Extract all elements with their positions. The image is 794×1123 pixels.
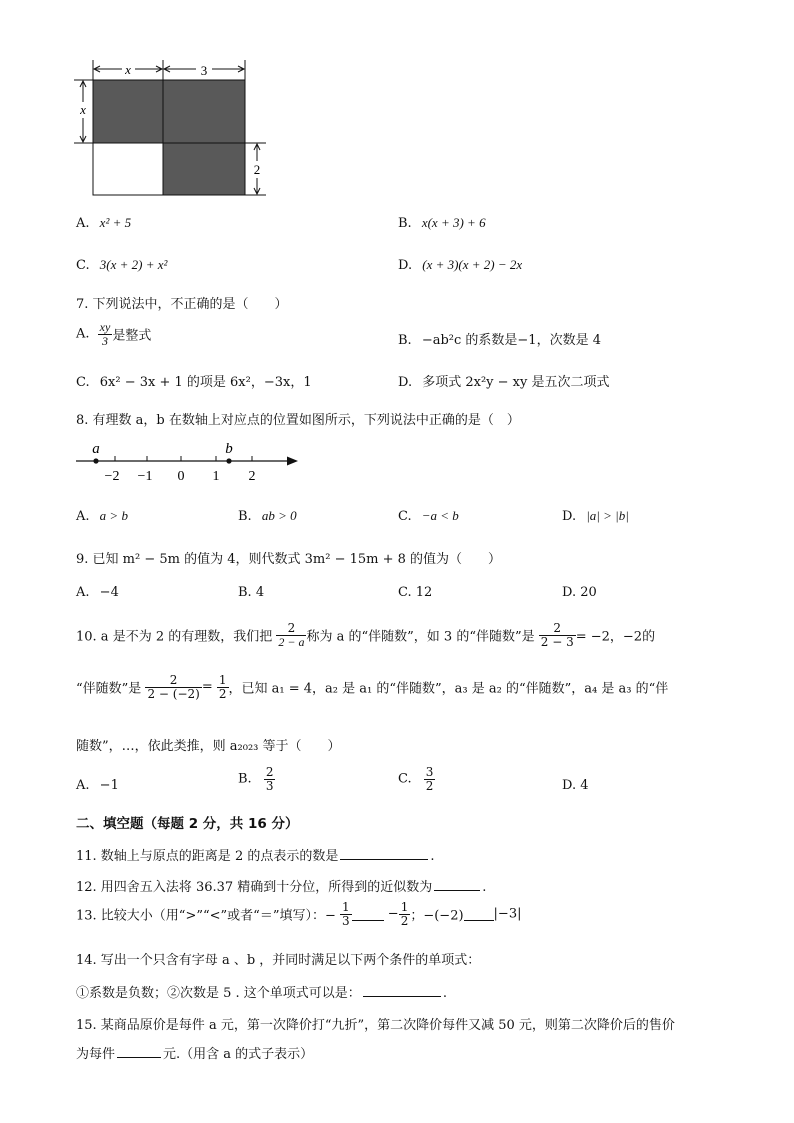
q8-option-b[interactable] — [238, 508, 297, 524]
q14-line-2: ①系数是负数；②次数是 5 . 这个单项式可以是： . — [76, 986, 447, 1001]
dim-3: 3 — [200, 63, 208, 78]
answer-blank[interactable] — [117, 1045, 161, 1058]
point-b — [226, 458, 231, 463]
q10-option-b[interactable] — [238, 766, 275, 792]
option-letter: B. — [398, 333, 412, 348]
fraction-2-over-2-minus-neg2: $\frac{2}{2 - (-2)}$ — [147, 673, 200, 701]
label-a: a — [92, 441, 100, 457]
answer-blank[interactable] — [363, 984, 441, 997]
shaded-left-square — [93, 80, 163, 143]
q6-option-b[interactable] — [398, 215, 486, 231]
q10-line-3: 随数”，…，依此类推，则 a₂₀₂₃ 等于（ ） — [76, 739, 341, 754]
fraction-1-over-2: $\frac{1}{2}$ — [400, 900, 409, 928]
option-text: 3(x + 2) + x² — [99, 257, 168, 272]
tick-label: 0 — [177, 469, 185, 484]
tick-label: −2 — [104, 469, 120, 484]
q8-stem: 8. 有理数 a，b 在数轴上对应点的位置如图所示，下列说法中正确的是（ ） — [76, 413, 520, 428]
q7-option-a[interactable] — [76, 321, 151, 347]
q6-option-d[interactable] — [398, 257, 522, 273]
option-letter: A. — [76, 585, 90, 600]
option-text: |a| > |b| — [586, 508, 629, 523]
option-text: ab > 0 — [261, 508, 297, 523]
tick-label: 2 — [248, 469, 256, 484]
option-text: a > b — [99, 508, 128, 523]
number-line — [72, 436, 307, 486]
q9-option-b[interactable]: B. 4 — [238, 585, 265, 600]
fraction-1-over-3: $\frac{1}{3}$ — [342, 900, 350, 928]
q15-line-1: 15. 某商品原价是每件 a 元，第一次降价打“九折”，第二次降价每件又减 50 元，则第二次降价后的售价 — [76, 1018, 675, 1033]
q13: 13. 比较大小（用“>”“<”或者“＝”填写）：− $\frac{1}{3}$ − $\frac{1}{2}$ ；−(−2) |−3| — [76, 900, 522, 928]
q11: 11. 数轴上与原点的距离是 2 的点表示的数是 . — [76, 849, 435, 864]
area-figure — [70, 56, 280, 201]
section-title: 二、填空题（每题 2 分，共 16 分） — [76, 816, 299, 832]
option-letter: A. — [76, 326, 90, 342]
tick-label: 1 — [212, 469, 220, 484]
fraction-1-over-2: $\frac{1}{2}$ — [218, 673, 227, 701]
option-text: 多项式 2x²y − xy 是五次二项式 — [422, 375, 610, 390]
option-letter: A. — [76, 509, 90, 524]
option-letter: A. — [76, 216, 90, 231]
answer-blank[interactable] — [340, 847, 428, 860]
q7-option-c[interactable] — [76, 371, 312, 390]
dim-x-top: x — [125, 62, 131, 77]
q6-option-a[interactable] — [76, 215, 131, 231]
option-letter: C. — [398, 771, 412, 787]
q9-option-d[interactable]: D. 20 — [562, 585, 597, 600]
option-letter: C. — [76, 258, 90, 273]
fraction-xy-3: $\frac{xy}{3}$ — [99, 320, 111, 348]
option-letter: B. — [238, 509, 252, 524]
option-letter: B. — [238, 771, 252, 787]
tick-label: −1 — [137, 469, 153, 484]
fraction-3-over-2: $\frac{3}{2}$ — [425, 765, 434, 793]
q14-line-1: 14. 写出一个只含有字母 a 、b ，并同时满足以下两个条件的单项式： — [76, 953, 481, 968]
q6-option-c[interactable] — [76, 257, 167, 273]
option-text: 6x² − 3x + 1 的项是 6x²，−3x，1 — [99, 375, 312, 390]
q7-option-b[interactable] — [398, 329, 601, 348]
option-letter: C. — [76, 375, 90, 390]
option-letter: D. — [562, 509, 577, 524]
q15-line-2: 为每件 元.（用含 a 的式子表示） — [76, 1047, 314, 1062]
option-text: −ab²c 的系数是−1，次数是 4 — [421, 333, 601, 348]
q8-option-c[interactable] — [398, 508, 459, 524]
option-letter: A. — [76, 778, 90, 793]
point-a — [93, 458, 98, 463]
q9-option-a[interactable] — [76, 585, 119, 600]
q12: 12. 用四舍五入法将 36.37 精确到十分位，所得到的近似数为 . — [76, 880, 487, 895]
white-bottom-left — [93, 143, 163, 195]
label-b: b — [225, 441, 233, 457]
top-dimension — [93, 60, 245, 80]
q10-option-a[interactable] — [76, 778, 119, 793]
option-text: −1 — [99, 778, 119, 793]
option-text: 是整式 — [112, 328, 152, 344]
fraction-2-over-3: $\frac{2}{3}$ — [265, 765, 274, 793]
q9-option-c[interactable]: C. 12 — [398, 585, 433, 600]
option-text: x(x + 3) + 6 — [421, 215, 486, 230]
q7-option-d[interactable] — [398, 371, 610, 390]
q9-stem: 9. 已知 m² − 5m 的值为 4，则代数式 3m² − 15m + 8 的值为（ ） — [76, 552, 502, 567]
answer-blank[interactable] — [434, 878, 480, 891]
q10-option-c[interactable] — [398, 766, 435, 792]
shaded-bottom-right — [163, 143, 245, 195]
answer-blank[interactable] — [352, 908, 384, 921]
q7-stem: 7. 下列说法中，不正确的是（ ） — [76, 297, 288, 312]
shaded-top-right — [163, 80, 245, 143]
option-text: (x + 3)(x + 2) − 2x — [422, 257, 523, 272]
option-text: −a < b — [421, 508, 459, 523]
option-letter: D. — [398, 258, 413, 273]
option-letter: D. — [398, 375, 413, 390]
q8-option-d[interactable] — [562, 508, 629, 524]
fraction-2-over-2-minus-a: $\frac{2}{2 - a}$ — [278, 621, 305, 649]
option-text: −4 — [99, 585, 119, 600]
q10-option-d[interactable]: D. 4 — [562, 778, 589, 793]
option-letter: C. — [398, 509, 412, 524]
fraction-2-over-2-minus-3: $\frac{2}{2 - 3}$ — [540, 621, 574, 649]
option-letter: B. — [398, 216, 412, 231]
axis-arrow-icon — [287, 457, 298, 466]
dim-x-left: x — [80, 102, 86, 117]
q10-line-1: 10. a 是不为 2 的有理数，我们把 $\frac{2}{2 - a}$ 称为 a 的“伴随数”，如 3 的“伴随数”是 $\frac{2}{2 - 3}$ = −2，−2的 — [76, 621, 656, 649]
q10-line-2: “伴随数”是 $\frac{2}{2 - (-2)}$ = $\frac{1}{2}$ ，已知 a₁ = 4，a₂ 是 a₁ 的“伴随数”，a₃ 是 a₂ 的“伴随数”，a₄ 是 a₃ 的“伴 — [76, 673, 669, 701]
answer-blank[interactable] — [464, 908, 494, 921]
q8-option-a[interactable] — [76, 508, 128, 524]
option-text: x² + 5 — [99, 215, 132, 230]
dim-2: 2 — [253, 162, 261, 177]
